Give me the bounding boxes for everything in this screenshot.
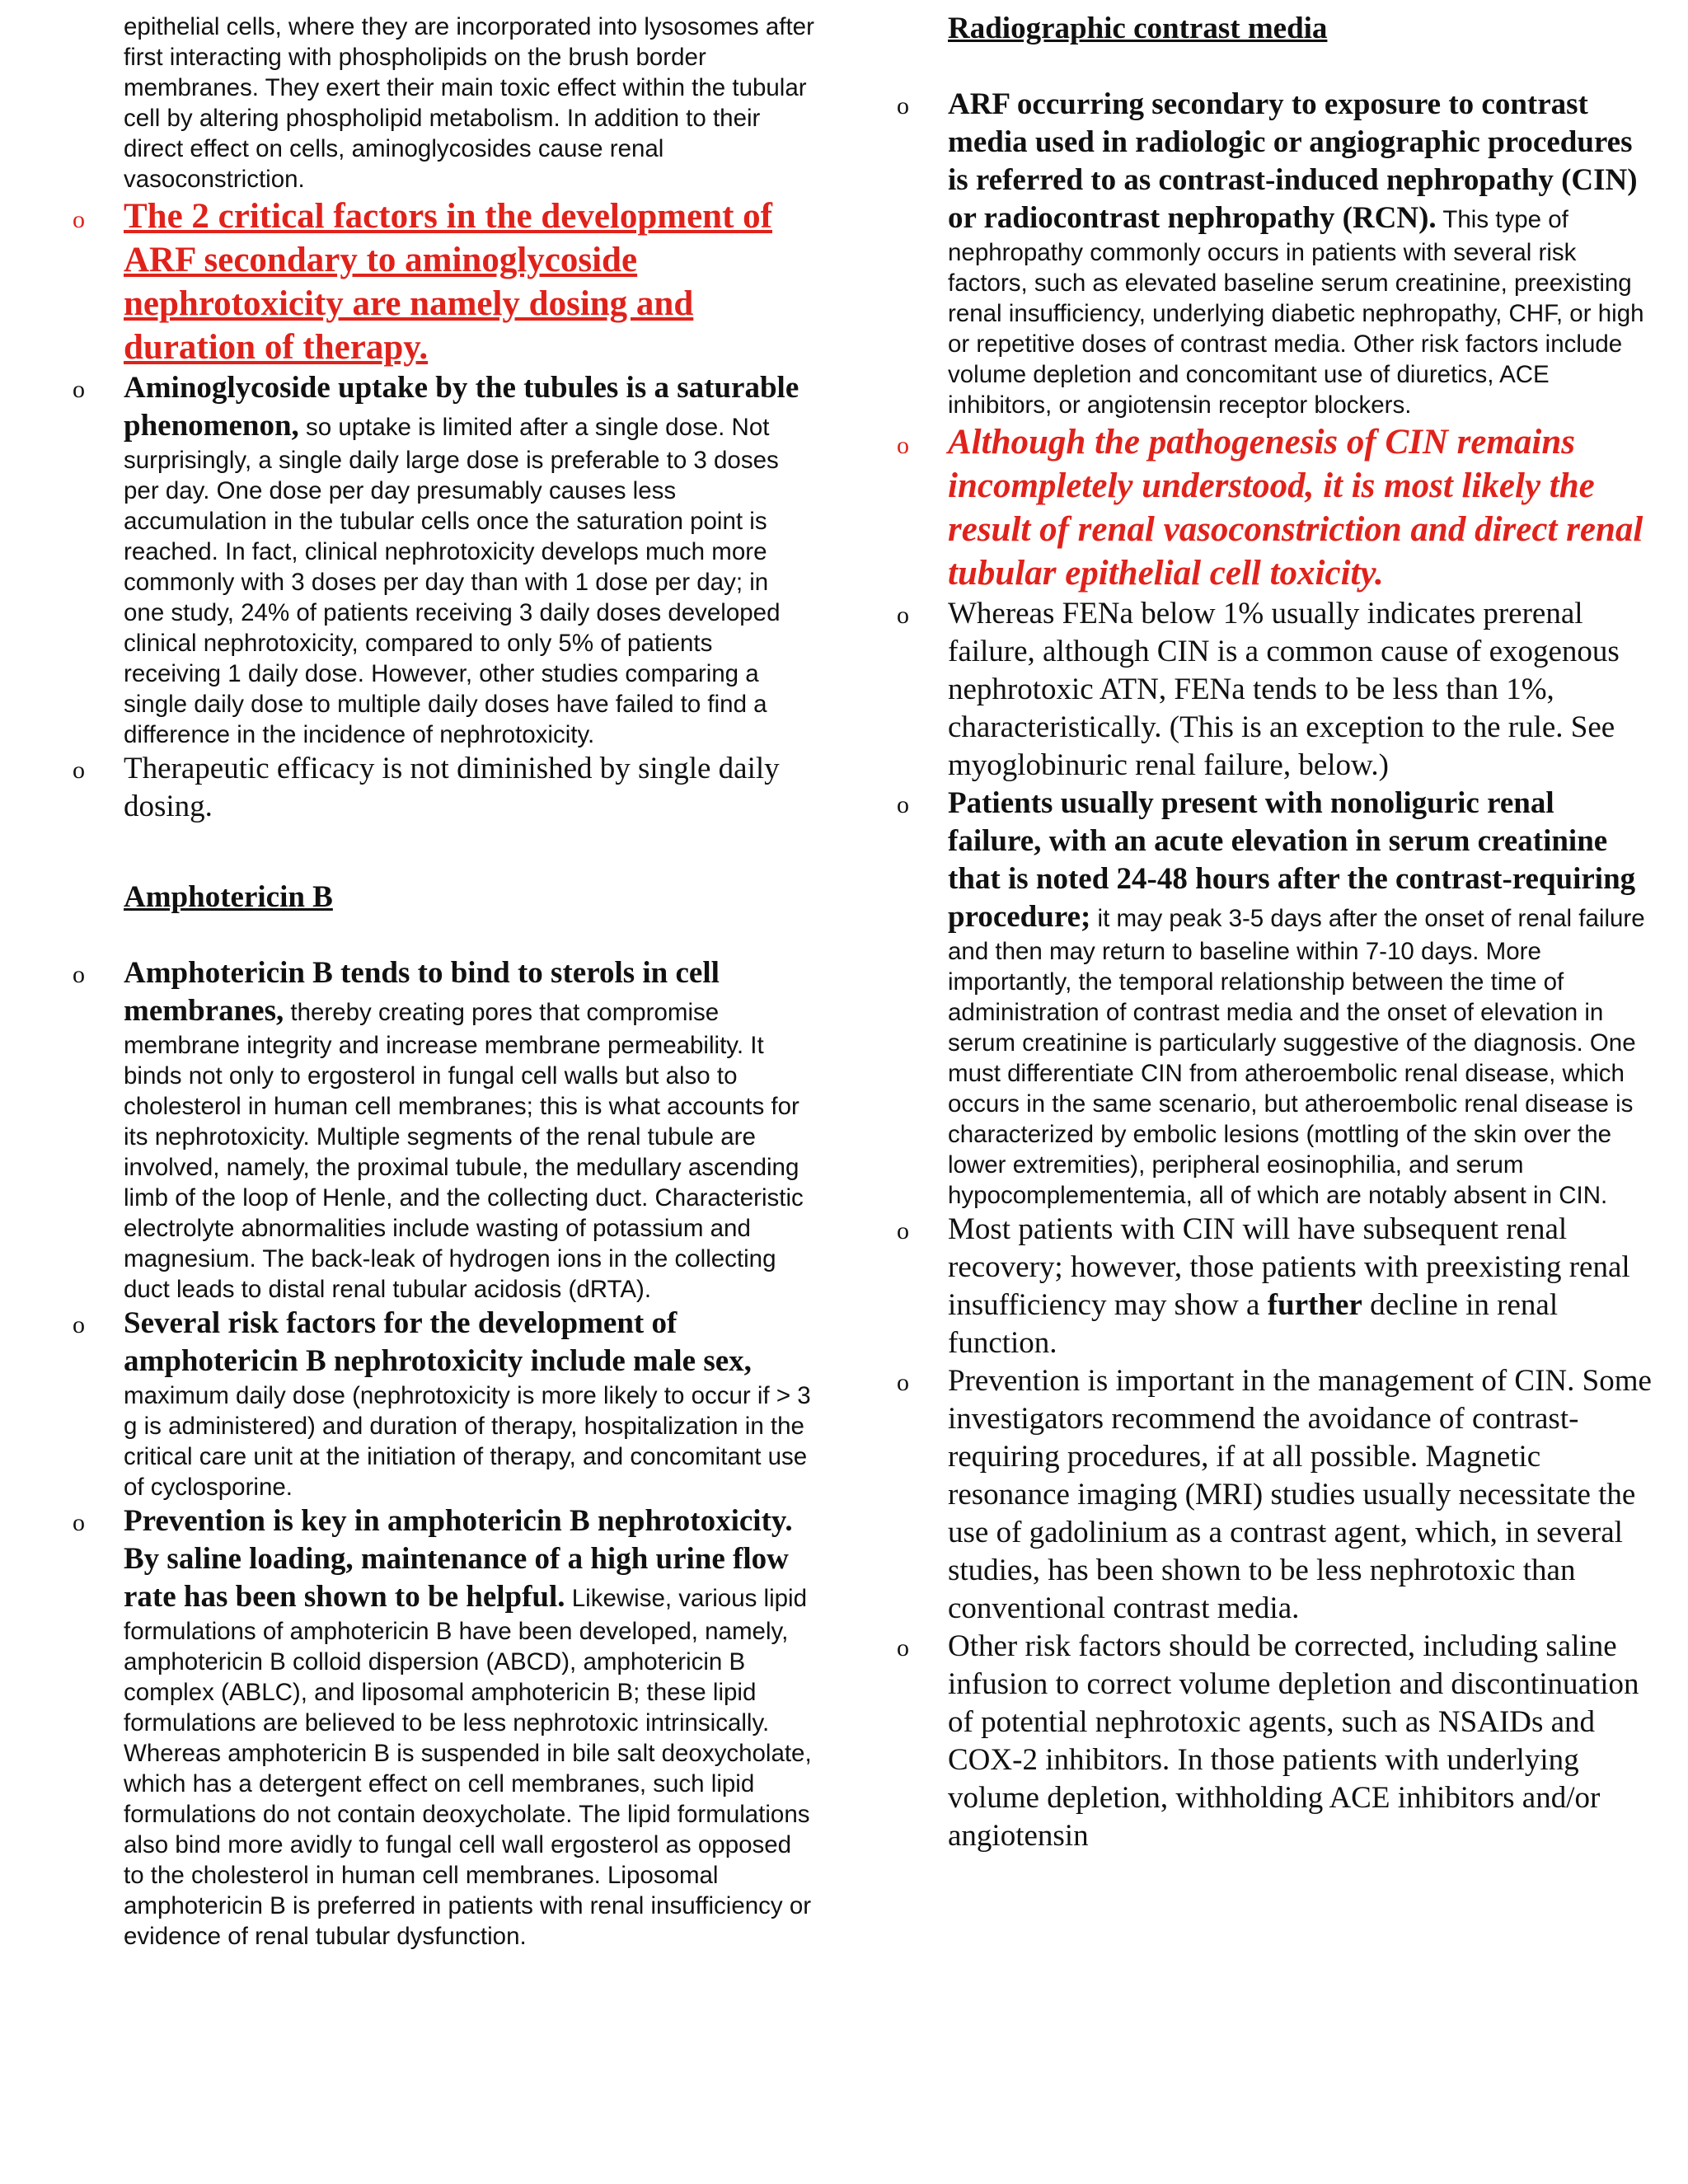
aminoglycoside-bullet-list xyxy=(73,194,814,826)
bullet-body-text: Most patients with CIN will have subsequent renal recovery; however, those patients with preexisting renal insufficiency may show a xyxy=(948,1212,1630,1322)
bullet-emphasis: further xyxy=(1267,1288,1362,1322)
bullet-marker: o xyxy=(897,92,909,120)
bullet-body-text: This type of nephropathy commonly occurs in patients with several risk factors, such as elevated baseline serum creatinine, preexisting renal insufficiency, underlying diabetic nephropathy, CHF, or high or repetitive doses of contrast media. Other risk factors include volume depletion and concomitant use of diuretics, ACE inhibitors, or angiotensin receptor blockers. xyxy=(948,206,1644,419)
spacer xyxy=(73,916,814,954)
bullet-body-text: thereby creating pores that compromise membrane integrity and increase membrane permeability. It binds not only to ergosterol in fungal cell walls but also to cholesterol in human cell membranes; this is what accounts for its nephrotoxicity. Multiple segments of the renal tubule are involved, namely, the proximal tubule, the medullary ascending limb of the loop of Henle, and the collecting duct. Characteristic electrolyte abnormalities include wasting of potassium and magnesium. The back-leak of hydrogen ions in the collecting duct leads to distal renal tubular acidosis (dRTA). xyxy=(124,999,804,1303)
section-heading-contrast-media: Radiographic contrast media xyxy=(948,12,1328,45)
highlighted-statement: The 2 critical factors in the development of ARF secondary to aminoglycoside nephrotoxicity are namely dosing and duration of therapy. xyxy=(124,197,772,367)
bullet-bold-lead: Aminoglycoside uptake by the tubules is a saturable phenomenon, xyxy=(124,371,799,443)
bullet-item-saturable-uptake xyxy=(73,369,814,750)
bullet-marker: o xyxy=(897,1369,909,1396)
bullet-body-text: Likewise, various lipid formulations of amphotericin B have been developed, namely, amphotericin B colloid dispersion (ABCD), amphotericin B complex (ABLC), and liposomal amphotericin B; these lipid formulations are believed to be less nephrotoxic intrinsically. Whereas amphotericin B is suspended in bile salt deoxycholate, which has a detergent effect on cell membranes, such lipid formulations do not contain deoxycholate. The lipid formulations also bind more avidly to fungal cell wall ergosterol as opposed to the cholesterol in human cell membranes. Liposomal amphotericin B is preferred in patients with renal insufficiency or evidence of renal tubular dysfunction. xyxy=(124,1585,812,1950)
spacer xyxy=(73,826,814,864)
bullet-bold-lead: Patients usually present with nonoliguric renal failure, with an acute elevation in serum creatinine that is noted 24-48 hours after the contrast-requiring procedure; xyxy=(948,786,1636,934)
bullet-body-text: Whereas FENa below 1% usually indicates prerenal failure, although CIN is a common cause of exogenous nephrotoxic ATN, FENa tends to be less than 1%, characteristically. (This is an exception to the rule. See myoglobinuric renal failure, below.) xyxy=(948,597,1620,782)
bullet-item-critical-factors xyxy=(73,194,814,369)
bullet-item-other-risk-factors xyxy=(897,1628,1655,1855)
bullet-item-sterol-binding xyxy=(73,954,814,1305)
bullet-body-text: so uptake is limited after a single dose. Not surprisingly, a single daily large dose is preferable to 3 doses per day. One dose per day presumably causes less accumulation in the tubular cells once the saturation point is reached. In fact, clinical nephrotoxicity develops much more commonly with 3 doses per day than with 1 dose per day; in one study, 24% of patients receiving 3 daily doses developed clinical nephrotoxicity, compared to only 5% of patients receiving 1 daily dose. However, other studies comparing a single daily dose to multiple daily doses have failed to find a difference in the incidence of nephrotoxicity. xyxy=(124,414,781,748)
lead-paragraph: epithelial cells, where they are incorporated into lysosomes after first interacting with phospholipids on the brush border membranes. They exert their main toxic effect within the tubular cell by altering phospholipid metabolism. In addition to their direct effect on cells, aminoglycosides cause renal vasoconstriction. xyxy=(124,13,814,193)
bullet-item-recovery xyxy=(897,1211,1655,1362)
bullet-bold-lead: ARF occurring secondary to exposure to contrast media used in radiologic or angiographic procedures is referred to as contrast-induced nephropathy (CIN) or radiocontrast nephropathy (RCN). xyxy=(948,87,1638,235)
amphotericin-bullet-list xyxy=(73,954,814,1952)
bullet-bold-lead: Prevention is key in amphotericin B nephrotoxicity. By saline loading, maintenance of a high urine flow rate has been shown to be helpful. xyxy=(124,1504,793,1614)
bullet-item-prevention-cin xyxy=(897,1362,1655,1628)
bullet-item-cin-pathogenesis xyxy=(897,420,1655,595)
left-column xyxy=(73,0,814,1952)
bullet-item-prevention xyxy=(73,1502,814,1952)
bullet-bold-lead: Several risk factors for the development of amphotericin B nephrotoxicity include male sex, xyxy=(124,1306,752,1378)
bullet-marker: o xyxy=(897,1217,909,1244)
bullet-marker: o xyxy=(73,1509,85,1536)
contrast-media-bullet-list xyxy=(897,86,1655,1855)
bullet-body-text: Other risk factors should be corrected, including saline infusion to correct volume depletion and discontinuation of potential nephrotoxic agents, such as NSAIDs and COX-2 inhibitors. In those patients with underlying volume depletion, withholding ACE inhibitors and/or angiotensin xyxy=(948,1629,1639,1853)
bullet-marker: o xyxy=(73,961,85,988)
bullet-body-text: maximum daily dose (nephrotoxicity is more likely to occur if > 3 g is administered) and duration of therapy, hospitalization in the critical care unit at the initiation of therapy, and concomitant use of cyclosporine. xyxy=(124,1382,811,1501)
bullet-item-nonoliguric xyxy=(897,785,1655,1211)
bullet-item-fena xyxy=(897,595,1655,785)
bullet-marker: o xyxy=(73,757,85,784)
spacer xyxy=(897,48,1655,86)
bullet-marker: o xyxy=(897,432,909,459)
bullet-marker: o xyxy=(897,791,909,818)
bullet-marker: o xyxy=(73,1311,85,1338)
highlighted-statement: Although the pathogenesis of CIN remains incompletely understood, it is most likely the result of renal vasoconstriction and direct renal tubular epithelial cell toxicity. xyxy=(948,423,1643,593)
bullet-body-text: Prevention is important in the management of CIN. Some investigators recommend the avoidance of contrast-requiring procedures, if at all possible. Magnetic resonance imaging (MRI) studies usually necessitate the use of gadolinium as a contrast agent, which, in several studies, has been shown to be less nephrotoxic than conventional contrast media. xyxy=(948,1364,1652,1625)
bullet-body-text: it may peak 3-5 days after the onset of renal failure and then may return to baseline within 7-10 days. More importantly, the temporal relationship between the time of administration of contrast media and the onset of elevation in serum creatinine is particularly suggestive of the diagnosis. One must differentiate CIN from atheroembolic renal disease, which occurs in the same scenario, but atheroembolic renal disease is characterized by embolic lesions (mottling of the skin over the lower extremities), peripheral eosinophilia, and serum hypocomplementemia, all of which are notably absent in CIN. xyxy=(948,905,1645,1209)
bullet-bold-lead: Amphotericin B tends to bind to sterols in cell membranes, xyxy=(124,956,720,1028)
bullet-marker: o xyxy=(73,206,85,233)
bullet-item-therapeutic-efficacy xyxy=(73,750,814,826)
bullet-marker: o xyxy=(897,602,909,629)
bullet-body-text: decline in renal function. xyxy=(948,1288,1559,1360)
bullet-body-text: Therapeutic efficacy is not diminished by single daily dosing. xyxy=(124,752,780,823)
right-column xyxy=(897,0,1655,1855)
bullet-marker: o xyxy=(73,376,85,403)
bullet-item-cin-definition xyxy=(897,86,1655,420)
bullet-item-risk-factors xyxy=(73,1305,814,1502)
bullet-marker: o xyxy=(897,1634,909,1661)
section-heading-amphotericin: Amphotericin B xyxy=(124,880,333,914)
